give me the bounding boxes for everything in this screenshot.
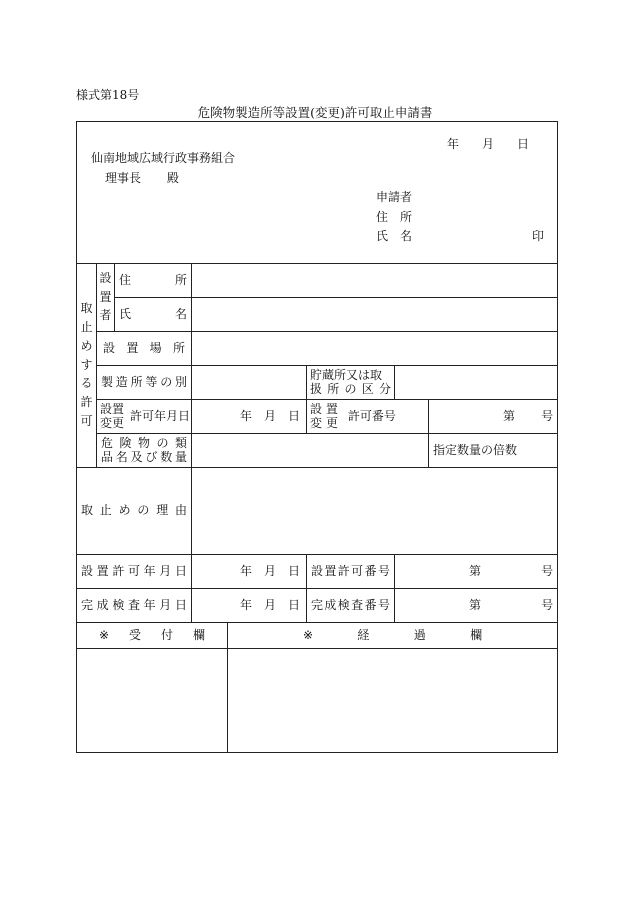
- header-section: [77, 122, 558, 264]
- reception-column-header: ※ 受 付 欄: [77, 623, 228, 649]
- cancel-reason-field[interactable]: [192, 468, 558, 555]
- inspection-number-label: 完 成 検 査 番 号: [307, 589, 395, 623]
- facility-type-field[interactable]: [192, 366, 307, 400]
- facility-type-label: 製 造 所 等 の 別: [97, 366, 192, 400]
- install-location-label: 設 置 場 所: [97, 332, 192, 366]
- cancel-permit-section-label: 取 止 め す る 許 可: [77, 264, 97, 468]
- form-number: 様式第18号: [76, 88, 140, 102]
- installer-label: 設 置 者: [97, 264, 115, 332]
- change-permit-number-label: 設 置 変 更 許可番号: [307, 400, 429, 434]
- applicant-label: 申請者: [376, 190, 413, 204]
- seal-mark: 印: [532, 229, 545, 243]
- install-permit-date-field[interactable]: 年 月 日: [192, 555, 307, 589]
- applicant-address-label: 住 所: [376, 210, 412, 224]
- application-date[interactable]: 年 月 日: [447, 137, 529, 151]
- install-permit-number-label: 設 置 許 可 番 号: [307, 555, 395, 589]
- installer-address-label: 住 所: [115, 264, 192, 298]
- change-permit-number-field[interactable]: 第 号: [429, 400, 558, 434]
- addressee-title: 理事長 殿: [105, 171, 179, 185]
- storage-class-label: 貯蔵所又は取 扱 所 の 区 分: [307, 366, 395, 400]
- hazmat-field[interactable]: [192, 434, 429, 468]
- installer-name-field[interactable]: [192, 298, 558, 332]
- cancel-reason-label: 取 止 め の 理 由: [77, 468, 192, 555]
- applicant-name-label: 氏 名: [376, 229, 412, 243]
- progress-column-header: ※ 経 過 欄: [228, 623, 558, 649]
- inspection-number-field[interactable]: 第 号: [395, 589, 558, 623]
- change-permit-date-field[interactable]: 年 月 日: [192, 400, 307, 434]
- designated-quantity-multiple-label: 指定数量の倍数: [429, 434, 558, 468]
- inspection-date-label: 完 成 検 査 年 月 日: [77, 589, 192, 623]
- storage-class-field[interactable]: [395, 366, 558, 400]
- inspection-date-field[interactable]: 年 月 日: [192, 589, 307, 623]
- application-form-table: [76, 121, 558, 753]
- progress-field[interactable]: [228, 649, 558, 753]
- hazmat-label: 危 険 物 の 類 品 名 及 び 数 量: [97, 434, 192, 468]
- change-permit-date-label: 設置 変更 許可年月日: [97, 400, 192, 434]
- install-permit-number-field[interactable]: 第 号: [395, 555, 558, 589]
- addressee-organization: 仙南地域広域行政事務組合: [91, 151, 236, 165]
- installer-address-field[interactable]: [192, 264, 558, 298]
- install-location-field[interactable]: [192, 332, 558, 366]
- installer-name-label: 氏 名: [115, 298, 192, 332]
- form-title: 危険物製造所等設置(変更)許可取止申請書: [197, 105, 433, 120]
- reception-field[interactable]: [77, 649, 228, 753]
- install-permit-date-label: 設 置 許 可 年 月 日: [77, 555, 192, 589]
